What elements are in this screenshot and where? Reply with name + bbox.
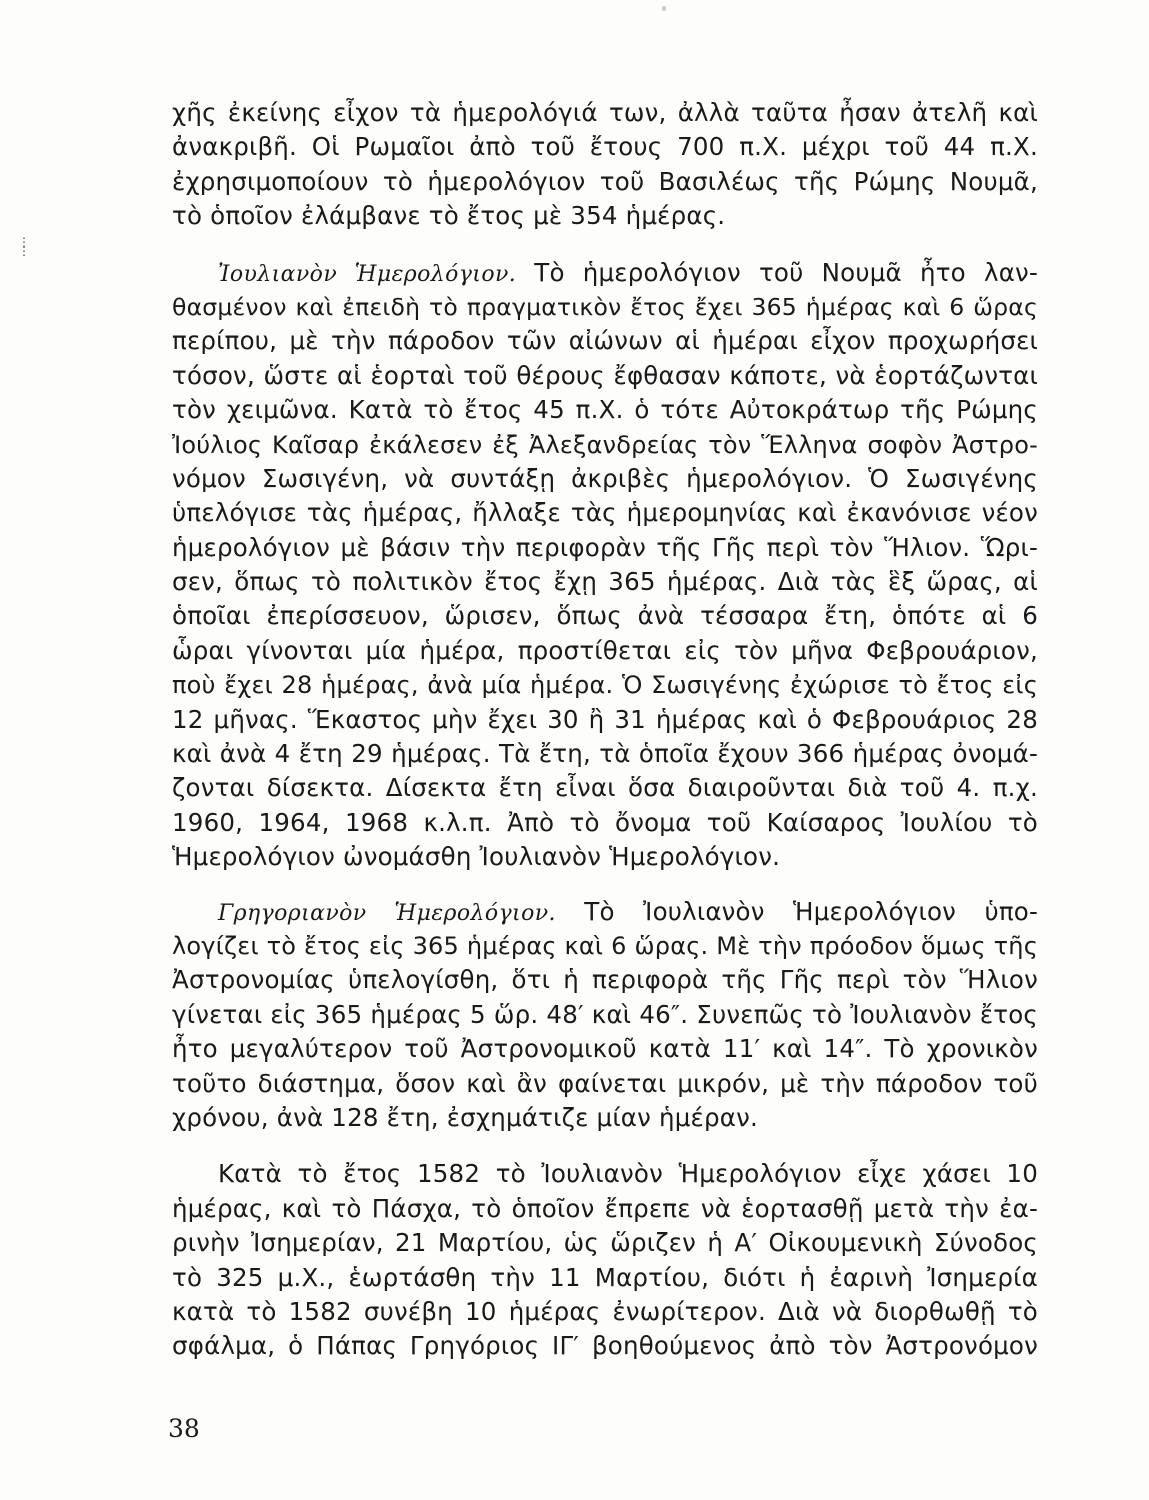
text-line — [172, 895, 1038, 929]
text-line: 1960, 1964, 1968 κ.λ.π. Ἀπὸ τὸ ὄνομα τοῦ Καίσαρος Ἰουλίου τὸ — [172, 807, 1038, 837]
text-line: ἐχρησιμοποίουν τὸ ἡμερολόγιον τοῦ Βασιλέως τῆς Ρώμης Νουμᾶ, — [172, 166, 1038, 196]
text-line: σεν, ὅπως τὸ πολιτικὸν ἔτος ἔχῃ 365 ἡμέρας. Διὰ τὰς ἓξ ὥρας, αἱ — [172, 567, 1038, 597]
text-line: σφάλμα, ὁ Πάπας Γρηγόριος ΙΓ′ βοηθούμενος ἀπὸ τὸν Ἀστρονόμον — [172, 1331, 1038, 1361]
text-line: ὑπελόγισε τὰς ἡμέρας, ἤλλαξε τὰς ἡμερομηνίας καὶ ἐκανόνισε νέον — [172, 498, 1038, 528]
text-line: ἦτο μεγαλύτερον τοῦ Ἀστρονομικοῦ κατὰ 11′ καὶ 14″. Τὸ χρονικὸν — [172, 1034, 1038, 1064]
paragraph-1582-reform — [172, 1157, 1038, 1363]
text-line: 12 μῆνας. Ἕκαστος μὴν ἔχει 30 ἢ 31 ἡμέρας καὶ ὁ Φεβρουάριος 28 — [172, 704, 1038, 734]
text-line: νόμον Σωσιγένη, νὰ συντάξῃ ἀκριβὲς ἡμερολόγιον. Ὁ Σωσιγένης — [172, 463, 1038, 493]
text-line: Κατὰ τὸ ἔτος 1582 τὸ Ἰουλιανὸν Ἡμερολόγιον εἶχε χάσει 10 — [218, 1159, 1038, 1189]
heading-line-rest: Τὸ Ἰουλιανὸν Ἡμερολόγιον ὑπο- — [555, 896, 1038, 926]
text-line: ἡμερολόγιον μὲ βάσιν τὴν περιφορὰν τῆς Γῆς περὶ τὸν Ἥλιον. Ὥρι- — [172, 532, 1038, 562]
text-line: ὧραι γίνονται μία ἡμέρα, προστίθεται εἰς τὸν μῆνα Φεβρουάριον, — [172, 635, 1038, 665]
page-number: 38 — [168, 1414, 200, 1443]
text-line: περίπου, μὲ τὴν πάροδον τῶν αἰώνων αἱ ἡμέραι εἶχον προχωρήσει — [172, 326, 1038, 356]
section-heading-gregorian: Γρηγοριανὸν Ἡμερολόγιον. — [218, 900, 556, 926]
text-line: ἡμέρας, καὶ τὸ Πάσχα, τὸ ὁποῖον ἔπρεπε νὰ ἑορτασθῇ μετὰ τὴν ἐα- — [172, 1193, 1038, 1223]
paragraph-julian-calendar — [172, 256, 1038, 875]
text-line: λογίζει τὸ ἔτος εἰς 365 ἡμέρας καὶ 6 ὥρας. Μὲ τὴν πρόοδον ὅμως τῆς — [172, 931, 1038, 960]
text-line: χῆς ἐκείνης εἶχον τὰ ἡμερολόγιά των, ἀλλὰ ταῦτα ἦσαν ἀτελῆ καὶ — [172, 98, 1038, 127]
margin-mark: ⋮ ⋮ — [18, 235, 30, 258]
text-line: ἀνακριβῆ. Οἱ Ρωμαῖοι ἀπὸ τοῦ ἔτους 700 π.Χ. μέχρι τοῦ 44 π.Χ. — [172, 132, 1038, 162]
paragraph-gregorian-calendar — [172, 895, 1038, 1136]
paragraph-1 — [172, 96, 1038, 234]
body-text — [172, 96, 1038, 1364]
text-line: ὁποῖαι ἐπερίσσευον, ὥρισεν, ὅπως ἀνὰ τέσσαρα ἔτη, ὁπότε αἱ 6 — [172, 601, 1038, 631]
text-line: τόσον, ὥστε αἱ ἑορταὶ τοῦ θέρους ἔφθασαν κάποτε, νὰ ἑορτάζωνται — [172, 360, 1038, 390]
text-line: ποὺ ἔχει 28 ἡμέρας, ἀνὰ μία ἡμέρα. Ὁ Σωσιγένης ἐχώρισε τὸ ἔτος εἰς — [172, 671, 1038, 700]
text-line: Ἀστρονομίας ὑπελογίσθη, ὅτι ἡ περιφορὰ τῆς Γῆς περὶ τὸν Ἥλιον — [172, 965, 1038, 995]
text-line: τὸ ὁποῖον ἐλάμβανε τὸ ἔτος μὲ 354 ἡμέρας. — [172, 201, 726, 231]
section-heading-julian: Ἰουλιανὸν Ἡμερολόγιον. — [218, 261, 517, 287]
text-line: χρόνου, ἀνὰ 128 ἔτη, ἐσχημάτιζε μίαν ἡμέραν. — [172, 1102, 758, 1132]
text-line — [172, 256, 1038, 290]
text-line: καὶ ἀνὰ 4 ἔτη 29 ἡμέρας. Τὰ ἔτη, τὰ ὁποῖα ἔχουν 366 ἡμέρας ὀνομά- — [172, 739, 1038, 769]
text-line: Ἰούλιος Καῖσαρ ἐκάλεσεν ἐξ Ἀλεξανδρείας τὸν Ἕλληνα σοφὸν Ἀστρο- — [172, 430, 1038, 459]
text-line: κατὰ τὸ 1582 συνέβη 10 ἡμέρας ἐνωρίτερον. Διὰ νὰ διορθωθῇ τὸ — [172, 1296, 1038, 1326]
text-line: τοῦτο διάστημα, ὅσον καὶ ἂν φαίνεται μικρόν, μὲ τὴν πάροδον τοῦ — [172, 1068, 1038, 1098]
heading-line-rest: Τὸ ἡμερολόγιον τοῦ Νουμᾶ ἦτο λαν- — [516, 257, 1038, 287]
text-line: τὸ 325 μ.Χ., ἑωρτάσθη τὴν 11 Μαρτίου, διότι ἡ ἐαρινὴ Ἰσημερία — [172, 1262, 1038, 1292]
paper-speck — [662, 6, 666, 11]
text-line: τὸν χειμῶνα. Κατὰ τὸ ἔτος 45 π.Χ. ὁ τότε Αὐτοκράτωρ τῆς Ρώμης — [172, 395, 1038, 425]
text-line: Ἡμερολόγιον ὠνομάσθη Ἰουλιανὸν Ἡμερολόγιον. — [172, 842, 781, 872]
text-line: ζονται δίσεκτα. Δίσεκτα ἔτη εἶναι ὅσα διαιροῦνται διὰ τοῦ 4. π.χ. — [172, 773, 1038, 803]
text-line: θασμένον καὶ ἐπειδὴ τὸ πραγματικὸν ἔτος ἔχει 365 ἡμέρας καὶ 6 ὥρας — [172, 292, 1038, 321]
text-line: γίνεται εἰς 365 ἡμέρας 5 ὥρ. 48′ καὶ 46″. Συνεπῶς τὸ Ἰουλιανὸν ἔτος — [172, 999, 1038, 1029]
text-line: ρινὴν Ἰσημερίαν, 21 Μαρτίου, ὡς ὥριζεν ἡ Α′ Οἰκουμενικὴ Σύνοδος — [172, 1228, 1038, 1258]
